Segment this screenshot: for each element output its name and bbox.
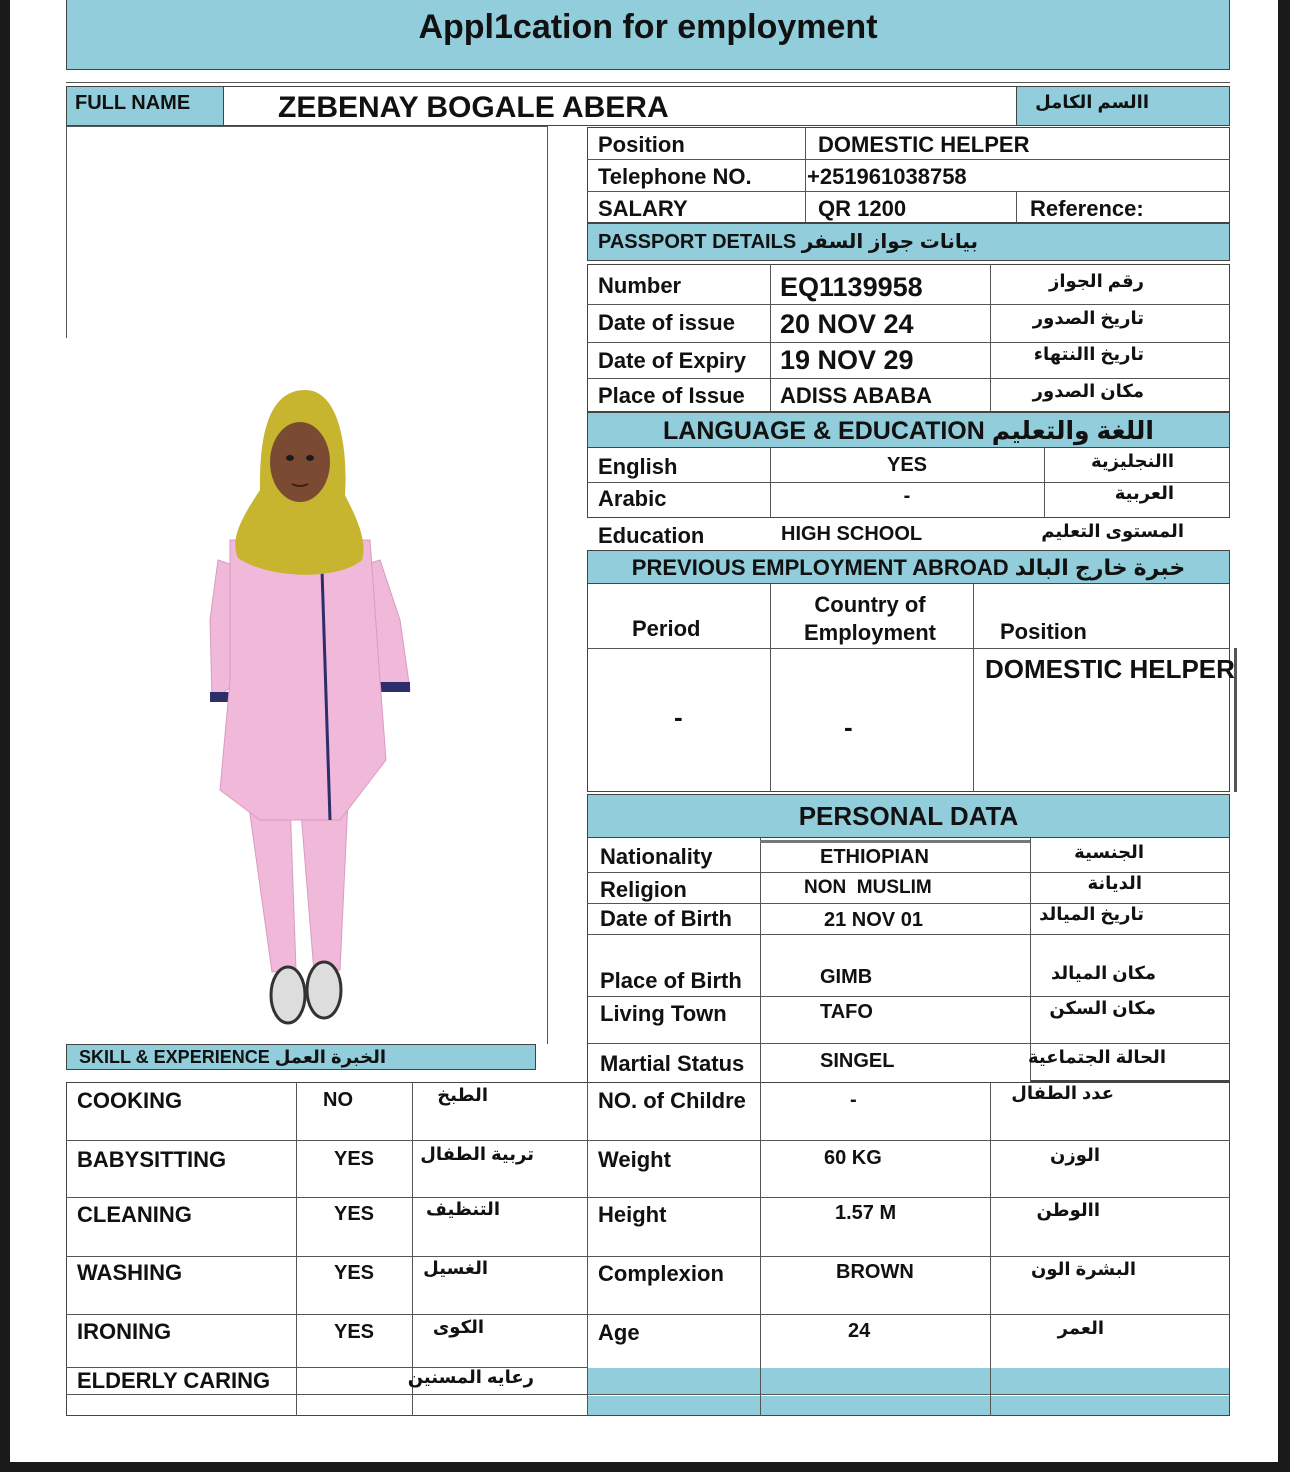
date-of-issue-label: Date of issue	[598, 310, 735, 335]
previous-period-value: -	[674, 702, 683, 732]
age-ar: العمر	[1057, 1318, 1104, 1338]
nationality-value: ETHIOPIAN	[820, 846, 929, 868]
passport-header	[587, 223, 1230, 261]
complexion-ar: البشرة الون	[1031, 1259, 1136, 1279]
skills-header	[66, 1044, 536, 1070]
position-column-header: Position	[1000, 619, 1087, 644]
passport-number-value: EQ1139958	[780, 272, 923, 302]
footer-strip-top	[588, 1368, 1229, 1394]
previous-employment-header	[587, 550, 1230, 584]
passport-header-text: PASSPORT DETAILS بيانات جواز السفر	[598, 231, 979, 253]
skill-washing-label: WASHING	[77, 1260, 183, 1285]
skill-washing-ar: الغسيل	[423, 1258, 488, 1278]
living-town-ar: مكان السكن	[1049, 998, 1156, 1018]
period-column-header: Period	[632, 616, 701, 641]
english-label: English	[598, 454, 678, 479]
place-of-birth-value: GIMB	[820, 966, 873, 988]
skill-cleaning-ar: التنظيف	[426, 1199, 500, 1219]
personal-data-header-text: PERSONAL DATA	[798, 801, 1019, 831]
skill-ironing-label: IRONING	[77, 1319, 172, 1344]
height-value: 1.57 M	[835, 1202, 897, 1224]
full-name-label: FULL NAME	[75, 92, 191, 114]
education-value: HIGH SCHOOL	[781, 523, 923, 545]
height-ar: االوطن	[1036, 1200, 1100, 1220]
living-town-label: Living Town	[600, 1001, 727, 1026]
full-name-value-cell	[223, 86, 1017, 126]
skill-washing-value: YES	[334, 1262, 375, 1284]
age-value: 24	[848, 1320, 871, 1342]
nationality-ar: الجنسية	[1074, 842, 1144, 862]
skills-header-text: SKILL & EXPERIENCE الخبرة العمل	[79, 1047, 387, 1067]
skill-cooking-value: NO	[323, 1089, 353, 1111]
complexion-value: BROWN	[836, 1261, 914, 1283]
place-of-issue-ar: مكان الصدور	[1032, 381, 1144, 401]
full-name-ar-cell	[1016, 86, 1230, 126]
language-header	[587, 412, 1230, 448]
previous-employment-header-text: PREVIOUS EMPLOYMENT ABROAD خبرة خارج البالد	[631, 555, 1186, 580]
skills-and-personal-grid	[66, 1082, 1230, 1416]
salary-value: QR 1200	[818, 196, 907, 221]
date-of-expiry-value: 19 NOV 29	[780, 345, 914, 375]
page-title: Appl1cation for employment	[418, 8, 878, 46]
religion-value: NON MUSLIM	[804, 877, 932, 898]
date-of-birth-label: Date of Birth	[600, 906, 732, 931]
place-of-issue-value: ADISS ABABA	[780, 383, 932, 408]
religion-label: Religion	[600, 877, 687, 902]
applicant-photo	[190, 380, 420, 1030]
date-of-issue-value: 20 NOV 24	[780, 309, 914, 339]
telephone-label: Telephone NO.	[598, 164, 752, 189]
country-column-header: Country of Employment	[803, 592, 937, 645]
marital-status-value: SINGEL	[820, 1050, 895, 1072]
skill-cooking-ar: الطبخ	[437, 1085, 488, 1105]
date-of-birth-ar: تاريخ الميالد	[1039, 904, 1144, 924]
living-town-value: TAFO	[820, 1001, 873, 1023]
date-of-expiry-ar: تاريخ االنتهاء	[1033, 344, 1144, 364]
passport-number-ar: رقم الجواز	[1049, 271, 1144, 291]
position-value: DOMESTIC HELPER	[818, 132, 1030, 157]
date-of-issue-ar: تاريخ الصدور	[1032, 308, 1144, 328]
children-ar: عدد الطفال	[1011, 1083, 1114, 1103]
skill-elderly-caring-ar: رعايه المسنين	[407, 1367, 534, 1387]
children-label: NO. of Childre	[598, 1088, 746, 1113]
education-label: Education	[598, 523, 705, 548]
arabic-label: Arabic	[598, 486, 667, 511]
date-of-birth-value: 21 NOV 01	[824, 909, 923, 931]
passport-number-label: Number	[598, 273, 682, 298]
previous-position-value: DOMESTIC HELPER	[985, 654, 1235, 684]
date-of-expiry-label: Date of Expiry	[598, 348, 746, 373]
english-ar: االنجليزية	[1091, 451, 1174, 471]
weight-value: 60 KG	[824, 1147, 882, 1169]
salary-label: SALARY	[598, 196, 688, 221]
skill-cleaning-label: CLEANING	[77, 1202, 192, 1227]
skill-elderly-caring-label: ELDERLY CARING	[77, 1368, 271, 1393]
application-form	[10, 0, 1278, 1462]
education-ar: المستوى التعليم	[1041, 521, 1184, 541]
skill-ironing-ar: الكوى	[432, 1317, 484, 1337]
age-label: Age	[598, 1320, 640, 1345]
place-of-birth-ar: مكان الميالد	[1051, 963, 1156, 983]
complexion-label: Complexion	[598, 1261, 724, 1286]
weight-ar: الوزن	[1050, 1145, 1100, 1165]
skill-cleaning-value: YES	[334, 1203, 375, 1225]
place-of-issue-label: Place of Issue	[598, 383, 745, 408]
full-name-ar: االسم الكامل	[1035, 92, 1149, 112]
children-value: -	[850, 1089, 857, 1111]
arabic-ar: العربية	[1114, 483, 1174, 503]
full-name-label-cell	[66, 86, 224, 126]
marital-status-label: Martial Status	[600, 1051, 745, 1076]
previous-country-value: -	[844, 712, 853, 742]
arabic-value: -	[903, 485, 911, 507]
weight-label: Weight	[598, 1147, 671, 1172]
skill-ironing-value: YES	[334, 1321, 375, 1343]
skill-babysitting-value: YES	[334, 1148, 375, 1170]
telephone-value: +251961038758	[807, 164, 967, 189]
place-of-birth-label: Place of Birth	[600, 968, 742, 993]
height-label: Height	[598, 1202, 667, 1227]
skill-babysitting-ar: تربية الطفال	[420, 1144, 534, 1164]
skill-babysitting-label: BABYSITTING	[77, 1147, 227, 1172]
nationality-label: Nationality	[600, 844, 713, 869]
position-label: Position	[598, 132, 685, 157]
marital-status-ar: الحالة الجتماعية	[1028, 1047, 1166, 1067]
skill-cooking-label: COOKING	[77, 1088, 183, 1113]
footer-strip-bottom	[588, 1396, 1229, 1415]
religion-ar: الديانة	[1087, 873, 1142, 893]
personal-data-header	[587, 794, 1230, 838]
english-value: YES	[886, 454, 928, 476]
full-name-value: ZEBENAY BOGALE ABERA	[278, 91, 669, 124]
language-header-text: LANGUAGE & EDUCATION اللغة والتعليم	[663, 417, 1154, 445]
reference-label: Reference:	[1030, 196, 1144, 221]
title-bar	[66, 0, 1230, 70]
